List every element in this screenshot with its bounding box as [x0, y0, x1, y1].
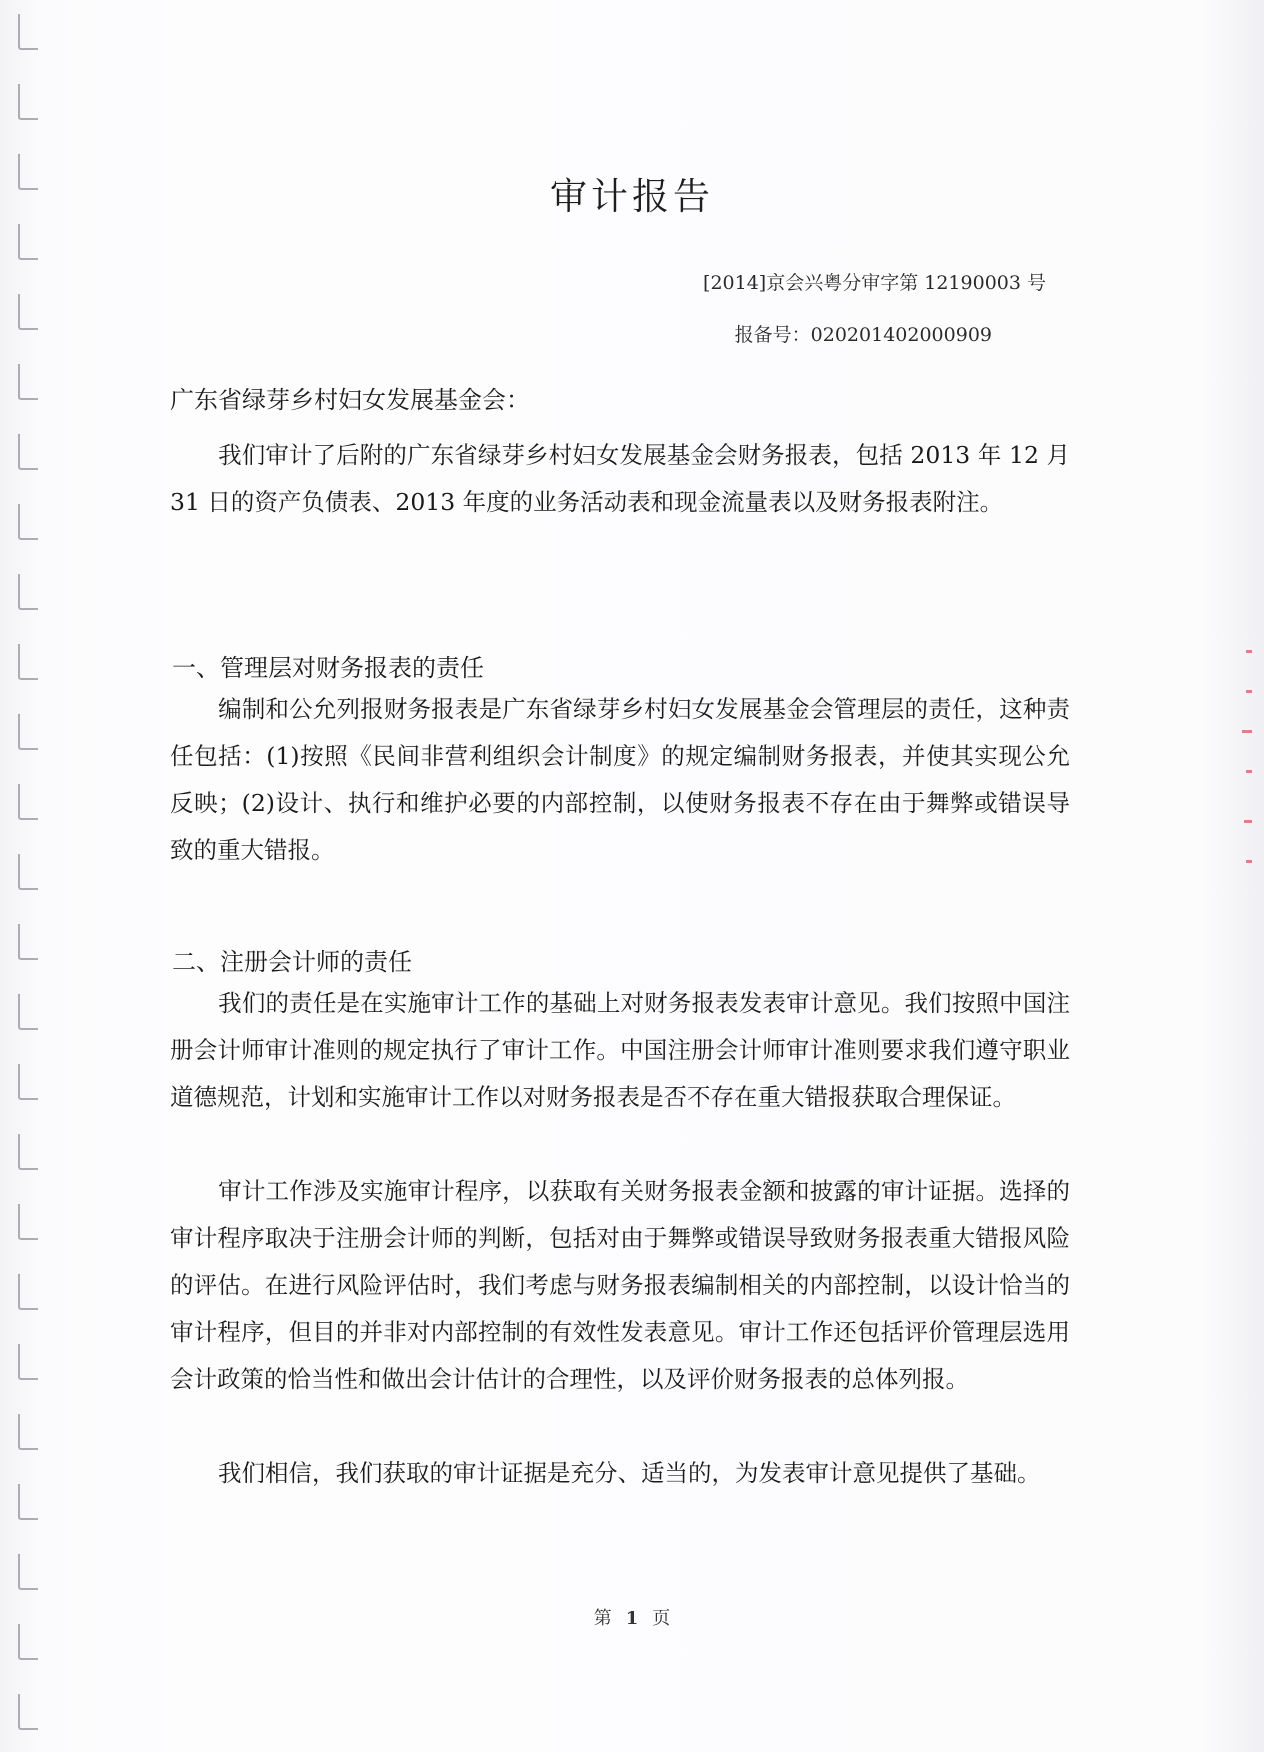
red-stamp-edge	[1236, 650, 1252, 890]
addressee: 广东省绿芽乡村妇女发展基金会：	[170, 386, 530, 414]
filing-number: 报备号：020201402000909	[734, 324, 992, 346]
section2-paragraph-3	[170, 1450, 1070, 1497]
section2-heading: 二、注册会计师的责任	[172, 948, 412, 976]
intro-paragraph	[170, 432, 1070, 526]
section1-text: 编制和公允列报财务报表是广东省绿芽乡村妇女发展基金会管理层的责任，这种责任包括：(1)按照《民间非营利组织会计制度》的规定编制财务报表，并使其实现公允反映；(2)设计、执行和维护必要的内部控制，以使财务报表不存在由于舞弊或错误导致的重大错报。	[170, 695, 1070, 864]
section1-paragraph	[170, 686, 1070, 874]
page-footer	[0, 1604, 1264, 1630]
section2-paragraph-2	[170, 1168, 1070, 1403]
page-title: 审计报告	[550, 175, 714, 218]
section2-text-2: 审计工作涉及实施审计程序，以获取有关财务报表金额和披露的审计证据。选择的审计程序取决于注册会计师的判断，包括对由于舞弊或错误导致财务报表重大错报风险的评估。在进行风险评估时，我们考虑与财务报表编制相关的内部控制，以设计恰当的审计程序，但目的并非对内部控制的有效性发表意见。审计工作还包括评价管理层选用会计政策的恰当性和做出会计估计的合理性，以及评价财务报表的总体列报。	[170, 1177, 1070, 1393]
section2-paragraph-1	[170, 980, 1070, 1121]
section2-text-1: 我们的责任是在实施审计工作的基础上对财务报表发表审计意见。我们按照中国注册会计师审计准则的规定执行了审计工作。中国注册会计师审计准则要求我们遵守职业道德规范，计划和实施审计工作以对财务报表是否不存在重大错报获取合理保证。	[170, 989, 1070, 1111]
page-number: 1	[625, 1608, 639, 1629]
intro-text: 我们审计了后附的广东省绿芽乡村妇女发展基金会财务报表，包括 2013 年 12 月 31 日的资产负债表、2013 年度的业务活动表和现金流量表以及财务报表附注。	[170, 441, 1070, 516]
section1-heading: 一、管理层对财务报表的责任	[172, 654, 484, 682]
footer-prefix: 第	[593, 1608, 612, 1629]
reference-number: [2014]京会兴粤分审字第 12190003 号	[703, 272, 1046, 294]
footer-suffix: 页	[652, 1608, 671, 1629]
section2-text-3: 我们相信，我们获取的审计证据是充分、适当的，为发表审计意见提供了基础。	[218, 1459, 1041, 1487]
binding-holes	[18, 0, 48, 1752]
